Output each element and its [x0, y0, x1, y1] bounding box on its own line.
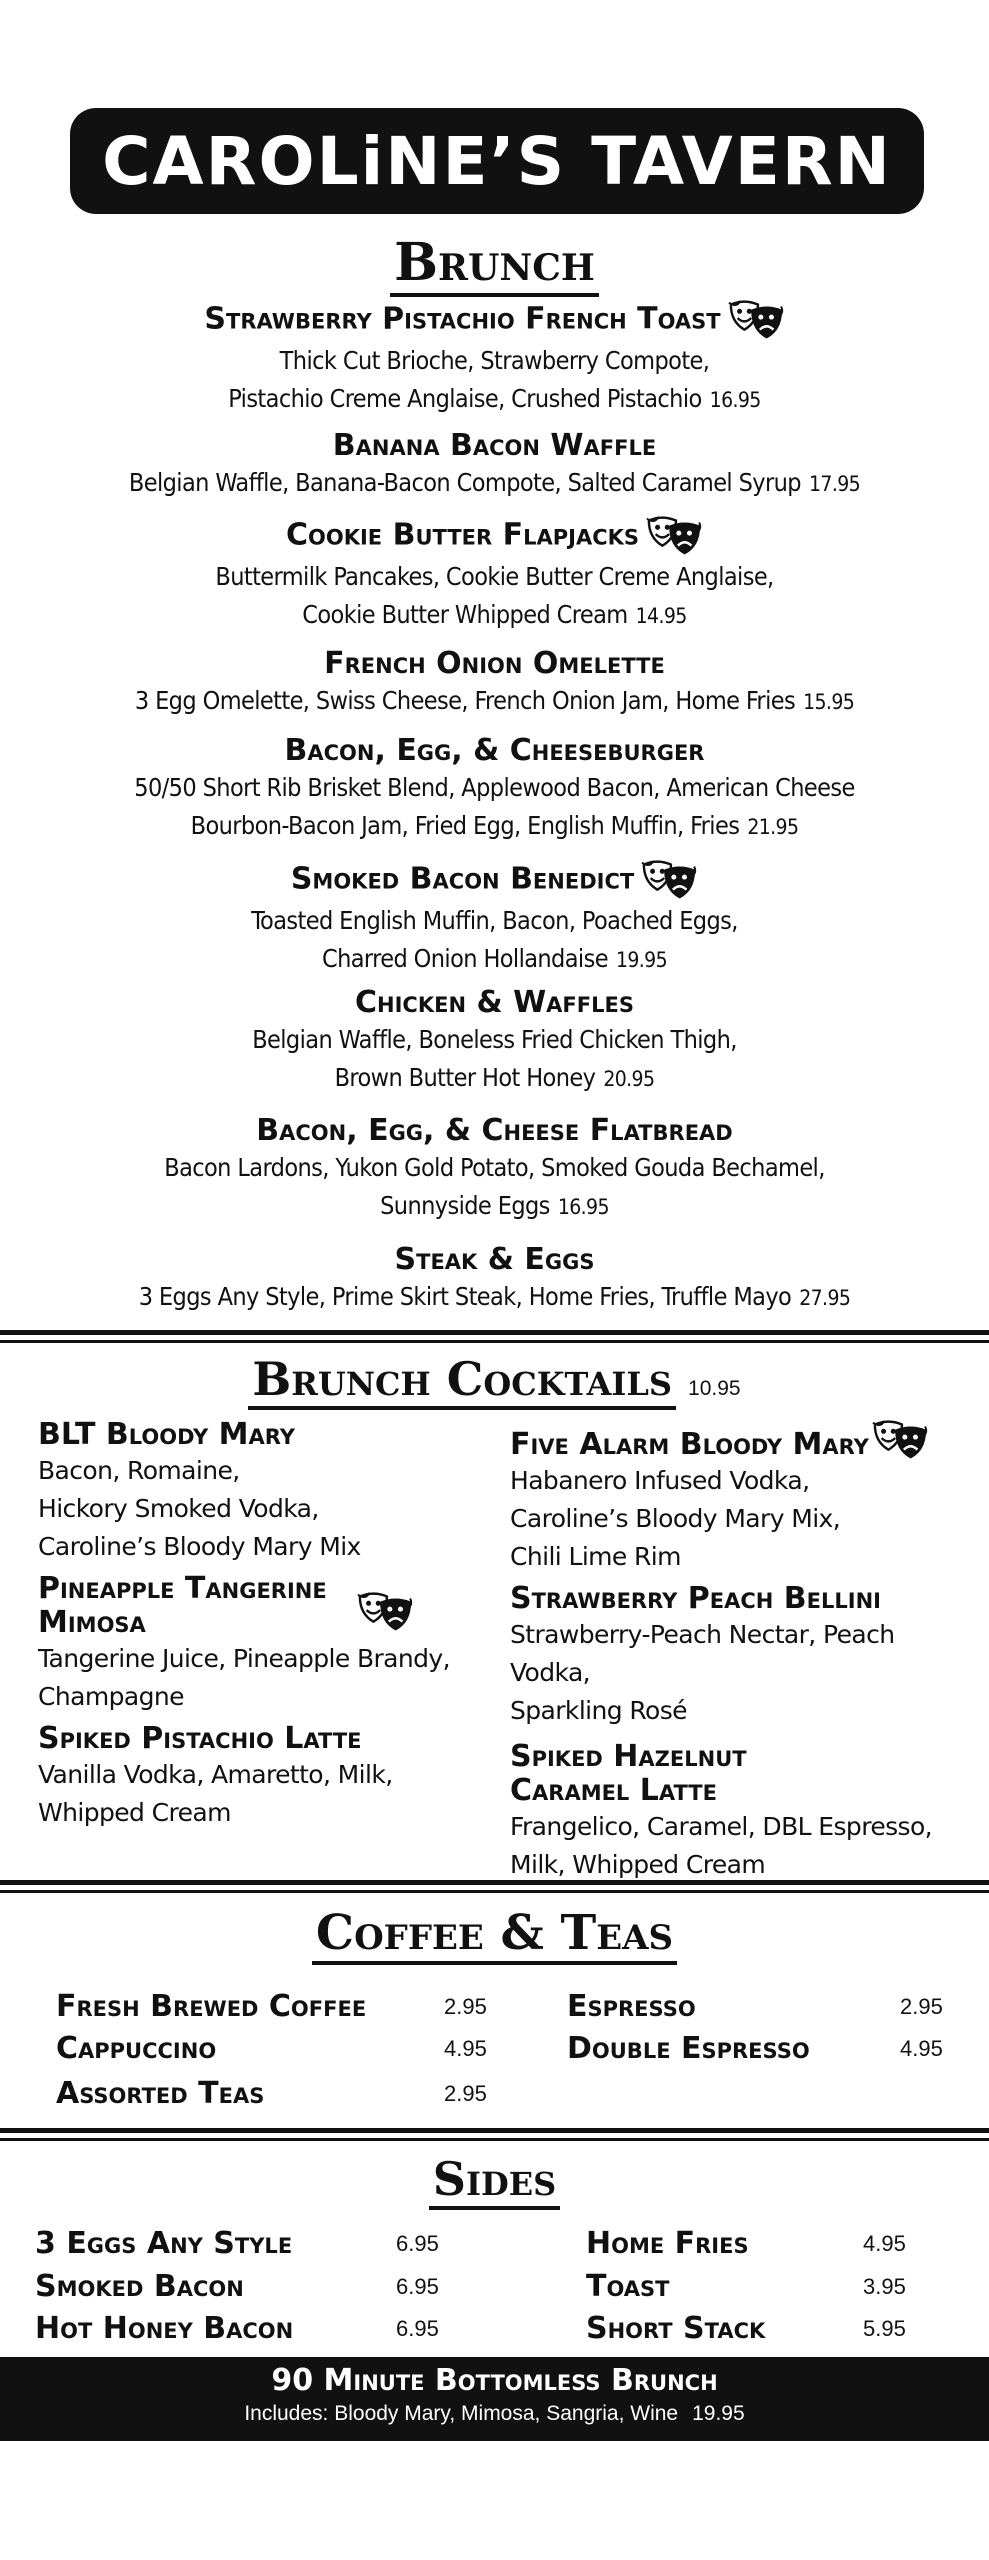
item-price: 16.95 [709, 388, 761, 412]
cocktail-name: BLT Bloody Mary [38, 1417, 296, 1452]
coffee-price: 2.95 [444, 2081, 487, 2106]
side-name: Toast [586, 2268, 670, 2304]
coffee-name: Assorted Teas [56, 2075, 265, 2111]
cocktail-desc: Sparkling Rosé [510, 1696, 687, 1725]
item-desc: Sunnyside Eggs [380, 1191, 550, 1220]
cocktail-desc: Habanero Infused Vodka, [510, 1466, 810, 1495]
item-desc: 50/50 Short Rib Brisket Blend, Applewood Bacon, American Cheese [134, 773, 855, 802]
cocktail-desc: Vanilla Vodka, Amaretto, Milk, [38, 1760, 393, 1789]
side-name: 3 Eggs Any Style [35, 2225, 293, 2261]
item-price: 27.95 [799, 1286, 851, 1310]
theatre-masks-icon [356, 1590, 414, 1634]
sides-heading: Sides [0, 2150, 989, 2208]
cocktail-desc: Hickory Smoked Vodka, [38, 1494, 319, 1523]
cocktail-desc: Caroline’s Bloody Mary Mix, [510, 1504, 841, 1533]
cocktail-item [510, 1740, 980, 1884]
cocktails-heading: Brunch Cocktails 10.95 [0, 1350, 989, 1418]
side-name: Short Stack [586, 2310, 766, 2346]
cocktail-name: Spiked Pistachio Latte [38, 1721, 362, 1756]
coffee-name: Double Espresso [567, 2030, 810, 2066]
side-item [586, 2222, 749, 2264]
item-name: Steak & Eggs [394, 1242, 595, 1277]
cocktail-item [510, 1418, 980, 1576]
item-price: 21.95 [747, 815, 799, 839]
cocktails-price: 10.95 [688, 1377, 741, 1400]
menu-item [0, 985, 989, 1098]
cocktail-item [38, 1722, 478, 1832]
section-divider [0, 1330, 989, 1346]
coffee-item [56, 2027, 216, 2069]
coffee-item [567, 1985, 696, 2027]
item-price: 16.95 [557, 1195, 609, 1219]
banner-title: 90 Minute Bottomless Brunch [271, 2363, 718, 2398]
item-price: 20.95 [603, 1067, 655, 1091]
brunch-heading: Brunch [0, 232, 989, 294]
item-name: Bacon, Egg, & Cheese Flatbread [256, 1113, 733, 1148]
banner-subtitle: Includes: Bloody Mary, Mimosa, Sangria, Wine [244, 2402, 679, 2425]
side-name: Hot Honey Bacon [35, 2310, 294, 2346]
menu-item [0, 428, 989, 503]
theatre-masks-icon [727, 298, 785, 342]
cocktail-item [38, 1418, 478, 1566]
item-name: French Onion Omelette [324, 646, 665, 681]
bottomless-brunch-banner [0, 2357, 989, 2441]
item-desc: Pistachio Creme Anglaise, Crushed Pistachio [228, 384, 702, 413]
coffee-name: Fresh Brewed Coffee [56, 1988, 367, 2024]
item-desc: Thick Cut Brioche, Strawberry Compote, [279, 346, 710, 375]
theatre-masks-icon [645, 514, 703, 558]
item-desc: Bacon Lardons, Yukon Gold Potato, Smoked Gouda Bechamel, [164, 1153, 825, 1182]
item-price: 15.95 [803, 690, 855, 714]
item-price: 14.95 [635, 604, 687, 628]
item-desc: Charred Onion Hollandaise [321, 944, 608, 973]
item-desc: Belgian Waffle, Banana-Bacon Compote, Salted Caramel Syrup [128, 468, 801, 497]
coffee-price: 2.95 [900, 1994, 943, 2019]
item-desc: Brown Butter Hot Honey [334, 1063, 596, 1092]
item-name: Smoked Bacon Benedict [290, 861, 635, 897]
section-divider [0, 1880, 989, 1896]
side-item [586, 2307, 765, 2349]
cocktail-desc: Strawberry-Peach Nectar, Peach Vodka, [510, 1620, 895, 1687]
cocktails-left-column [38, 1418, 478, 1832]
item-desc: Cookie Butter Whipped Cream [302, 600, 628, 629]
cocktail-desc: Milk, Whipped Cream [510, 1850, 766, 1879]
coffee-price: 4.95 [444, 2036, 487, 2061]
side-item [35, 2307, 293, 2349]
coffee-price: 2.95 [444, 1994, 487, 2019]
cocktail-desc: Chili Lime Rim [510, 1542, 681, 1571]
cocktail-item [510, 1582, 980, 1730]
side-price: 6.95 [396, 2274, 439, 2299]
cocktail-name-line2: Mimosa [38, 1605, 146, 1640]
cocktail-name: Pineapple Tangerine [38, 1571, 327, 1606]
side-price: 3.95 [863, 2274, 906, 2299]
item-desc: Toasted English Muffin, Bacon, Poached Eggs, [251, 906, 738, 935]
menu-item [0, 733, 989, 846]
item-name: Banana Bacon Waffle [332, 428, 657, 463]
coffee-heading: Coffee & Teas [0, 1903, 989, 1963]
cocktail-name-line2: Caramel Latte [510, 1773, 717, 1808]
menu-item [0, 646, 989, 721]
cocktail-name: Five Alarm Bloody Mary [510, 1427, 869, 1462]
cocktail-name: Spiked Hazelnut [510, 1739, 747, 1774]
coffee-name: Cappuccino [56, 2030, 217, 2066]
cocktail-desc: Bacon, Romaine, [38, 1456, 240, 1485]
side-price: 5.95 [863, 2316, 906, 2341]
side-item [35, 2222, 292, 2264]
theatre-masks-icon [640, 858, 698, 902]
coffee-price: 4.95 [900, 2036, 943, 2061]
item-name: Strawberry Pistachio French Toast [204, 301, 721, 337]
cocktail-desc: Caroline’s Bloody Mary Mix [38, 1532, 361, 1561]
item-desc: 3 Eggs Any Style, Prime Skirt Steak, Home Fries, Truffle Mayo [138, 1282, 792, 1311]
cocktail-name: Strawberry Peach Bellini [510, 1581, 881, 1616]
banner-price: 19.95 [692, 2402, 745, 2425]
item-price: 17.95 [809, 472, 861, 496]
side-price: 6.95 [396, 2316, 439, 2341]
item-desc: Buttermilk Pancakes, Cookie Butter Creme Anglaise, [215, 562, 774, 591]
item-name: Cookie Butter Flapjacks [286, 517, 639, 553]
menu-item [0, 1113, 989, 1226]
item-name: Bacon, Egg, & Cheeseburger [284, 733, 705, 768]
side-price: 4.95 [863, 2231, 906, 2256]
cocktail-desc: Whipped Cream [38, 1798, 231, 1827]
cocktail-desc: Champagne [38, 1682, 184, 1711]
cocktail-desc: Tangerine Juice, Pineapple Brandy, [38, 1644, 450, 1673]
menu-item [0, 1242, 989, 1317]
theatre-masks-icon [871, 1418, 929, 1462]
cocktails-right-column [510, 1418, 980, 1884]
coffee-name: Espresso [567, 1988, 696, 2024]
side-item [35, 2265, 244, 2307]
coffee-item [567, 2027, 810, 2069]
coffee-item [56, 1985, 366, 2027]
side-name: Home Fries [586, 2225, 749, 2261]
item-desc: Bourbon-Bacon Jam, Fried Egg, English Muffin, Fries [190, 811, 740, 840]
restaurant-title: CAROLiNE’S TAVERN [102, 122, 892, 200]
side-item [586, 2265, 669, 2307]
menu-item [0, 514, 989, 635]
coffee-item [56, 2072, 264, 2114]
side-price: 6.95 [396, 2231, 439, 2256]
item-desc: 3 Egg Omelette, Swiss Cheese, French Onion Jam, Home Fries [134, 686, 796, 715]
menu-item [0, 298, 989, 419]
section-divider [0, 2128, 989, 2144]
title-banner [70, 108, 924, 214]
side-name: Smoked Bacon [35, 2268, 244, 2304]
item-name: Chicken & Waffles [355, 985, 634, 1020]
menu-item [0, 858, 989, 979]
item-price: 19.95 [615, 948, 668, 972]
cocktail-desc: Frangelico, Caramel, DBL Espresso, [510, 1812, 932, 1841]
cocktail-item [38, 1572, 478, 1716]
item-desc: Belgian Waffle, Boneless Fried Chicken Thigh, [252, 1025, 737, 1054]
